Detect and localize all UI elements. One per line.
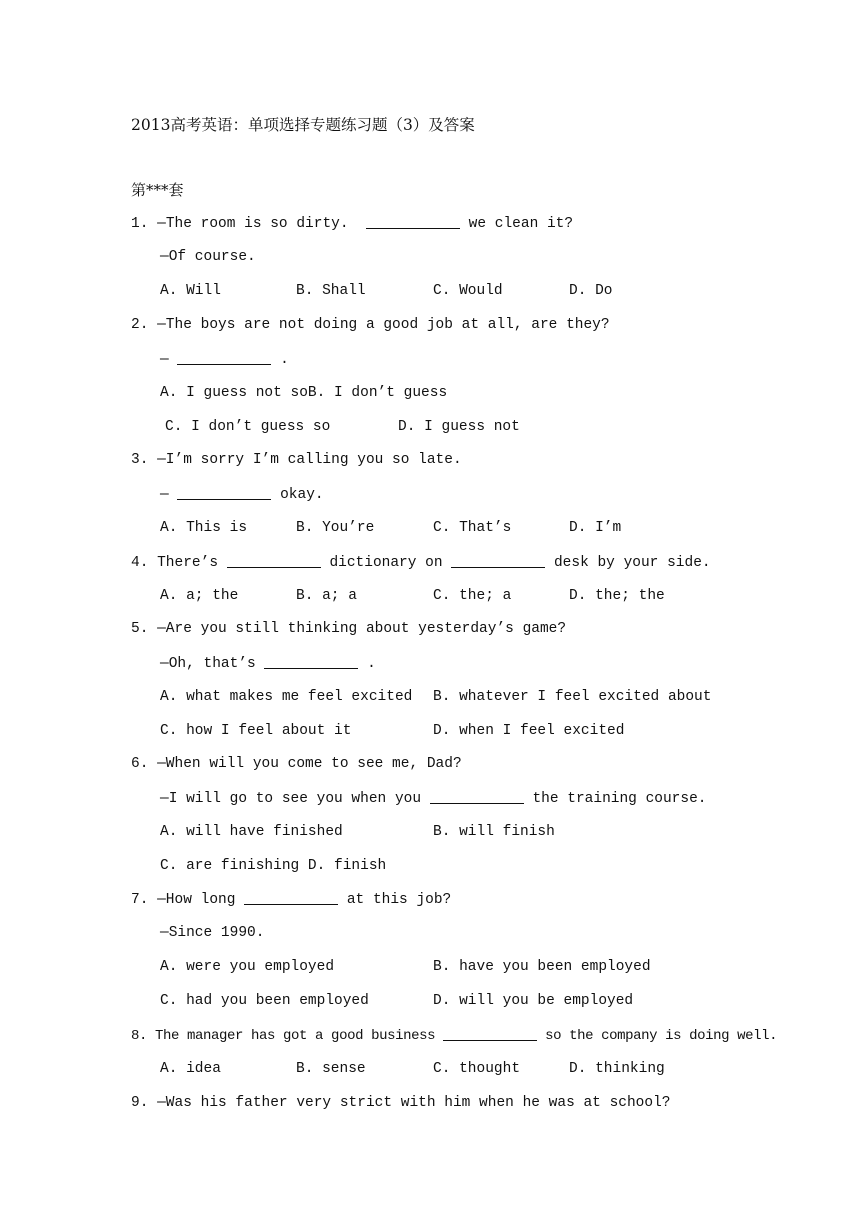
question-number: 8. — [131, 1028, 148, 1044]
question-9 — [131, 1094, 671, 1112]
question-text: so the company is doing well. — [545, 1028, 778, 1044]
answer-blank — [451, 553, 545, 568]
answer-blank — [177, 350, 271, 365]
dash: — — [160, 352, 169, 368]
question-1 — [131, 214, 573, 233]
reply-text: the training course. — [532, 791, 707, 807]
option-b: B. You’re — [296, 520, 375, 536]
question-text: —I’m sorry I’m calling you so late. — [157, 452, 462, 468]
question-7 — [131, 890, 451, 909]
option-a-b: A. I guess not soB. I don’t guess — [160, 385, 448, 401]
question-6 — [131, 755, 462, 773]
page-title: 2013高考英语：单项选择专题练习题（3）及答案 — [131, 116, 475, 134]
question-text: The room is so dirty. — [165, 216, 349, 232]
question-text: The manager has got a good business — [155, 1028, 436, 1044]
question-text: —When will you come to see me, Dad? — [157, 756, 462, 772]
question-5 — [131, 620, 566, 638]
question-8 — [131, 1026, 777, 1045]
option-a: A. were you employed — [160, 959, 335, 975]
question-text: —Are you still thinking about yesterday’s game? — [157, 621, 567, 637]
answer-blank — [430, 789, 524, 804]
option-b: B. a; a — [296, 588, 357, 604]
dash: — — [157, 216, 166, 232]
option-d: D. will you be employed — [433, 993, 634, 1009]
question-number: 5. — [131, 621, 149, 637]
question-number: 9. — [131, 1095, 149, 1111]
option-c: C. thought — [433, 1061, 521, 1077]
option-a: A. Will — [160, 283, 221, 299]
question-text: dictionary on — [329, 555, 443, 571]
option-c: C. how I feel about it — [160, 723, 352, 739]
option-a: A. a; the — [160, 588, 239, 604]
question-text: —Was his father very strict with him when he was at school? — [157, 1095, 671, 1111]
question-2-reply — [160, 350, 289, 369]
option-b: B. have you been employed — [433, 959, 651, 975]
question-3 — [131, 451, 462, 469]
option-c: C. had you been employed — [160, 993, 369, 1009]
option-c: C. I don’t guess so — [165, 419, 331, 435]
question-text: we clean it? — [468, 216, 574, 232]
option-d: D. I guess not — [398, 419, 520, 435]
question-text: —How long — [157, 892, 236, 908]
option-d: D. I’m — [569, 520, 622, 536]
question-number: 3. — [131, 452, 149, 468]
reply-text: —Oh, that’s — [160, 656, 256, 672]
option-d: D. the; the — [569, 588, 665, 604]
option-b: B. sense — [296, 1061, 366, 1077]
question-number: 7. — [131, 892, 149, 908]
question-number: 6. — [131, 756, 149, 772]
question-text: —The boys are not doing a good job at all, are they? — [157, 317, 610, 333]
question-2 — [131, 316, 610, 334]
option-c: C. the; a — [433, 588, 512, 604]
question-number: 4. — [131, 555, 149, 571]
option-a: A. what makes me feel excited — [160, 689, 413, 705]
reply-text: —I will go to see you when you — [160, 791, 422, 807]
answer-blank — [227, 553, 321, 568]
option-b: B. will finish — [433, 824, 555, 840]
option-c: C. That’s — [433, 520, 512, 536]
option-c: C. Would — [433, 283, 503, 299]
question-5-reply — [160, 654, 376, 673]
option-b: B. Shall — [296, 283, 366, 299]
question-4 — [131, 553, 711, 572]
question-7-reply: —Since 1990. — [160, 925, 265, 941]
reply-text: . — [280, 352, 289, 368]
answer-blank — [443, 1026, 537, 1041]
question-6-reply — [160, 789, 706, 808]
section-heading: 第***套 — [131, 181, 184, 199]
option-a: A. idea — [160, 1061, 221, 1077]
option-d: D. thinking — [569, 1061, 665, 1077]
reply-text: . — [367, 656, 376, 672]
dash: — — [160, 487, 169, 503]
option-a: A. will have finished — [160, 824, 343, 840]
option-d: D. Do — [569, 283, 613, 299]
reply-text: okay. — [280, 487, 324, 503]
question-1-reply: —Of course. — [160, 249, 256, 265]
answer-blank — [177, 485, 271, 500]
question-text: desk by your side. — [553, 555, 711, 571]
option-a: A. This is — [160, 520, 248, 536]
option-d: D. when I feel excited — [433, 723, 625, 739]
question-3-reply — [160, 485, 324, 504]
option-b: B. whatever I feel excited about — [433, 689, 712, 705]
answer-blank — [264, 654, 358, 669]
answer-blank — [244, 890, 338, 905]
option-c-d: C. are finishing D. finish — [160, 858, 387, 874]
question-text: at this job? — [346, 892, 452, 908]
question-number: 1. — [131, 216, 149, 232]
question-text: There’s — [157, 555, 219, 571]
answer-blank — [366, 214, 460, 229]
question-number: 2. — [131, 317, 149, 333]
